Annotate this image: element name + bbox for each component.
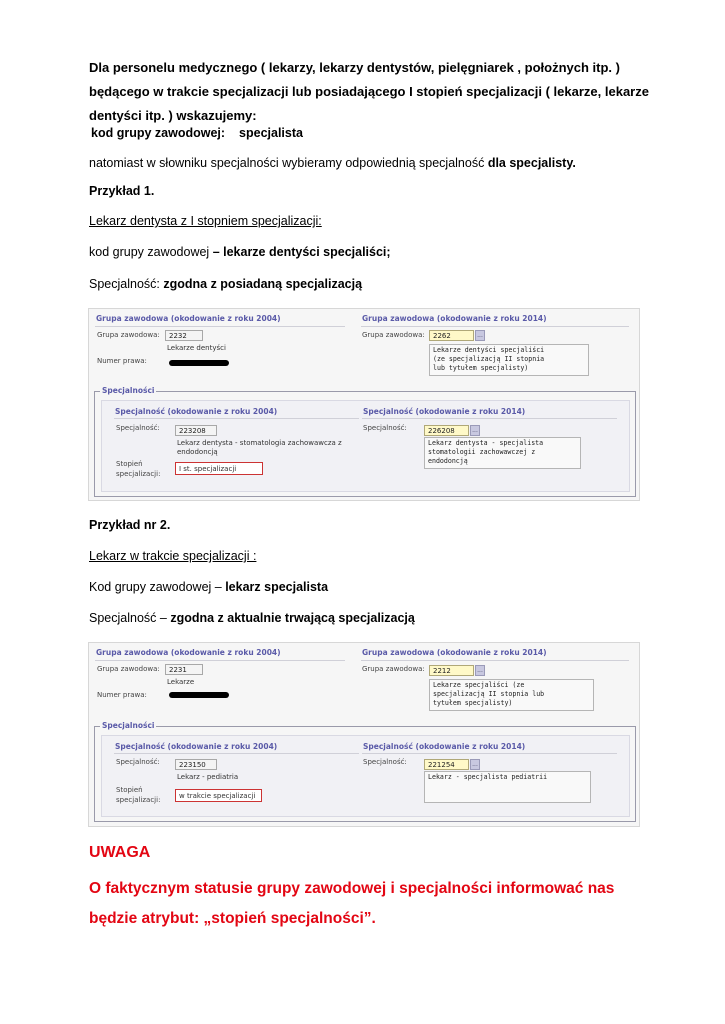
degree-label-2: specjalizacji: [116,796,161,804]
spec-old-name: Lekarz dentysta - stomatologia zachowawcza z endodoncją [177,439,342,456]
dictionary-line [89,157,576,170]
group-new-description[interactable]: Lekarze specjaliści (ze specjalizacją II stopnia lub tytułem specjalisty) [429,679,594,711]
spec-old-title: Specjalność (okodowanie z roku 2004) [115,742,278,751]
example-2-code-bold: lekarz specjalista [225,580,329,594]
example-1-code-line [89,246,391,259]
license-label: Numer prawa: [97,691,147,699]
specialties-legend: Specjalności [102,386,155,395]
group-old-code-field[interactable]: 2231 [165,664,203,675]
code-value: specjalista [239,126,303,140]
dictionary-bold: dla specjalisty. [487,156,576,170]
spec-old-name: Lekarz - pediatria [177,773,239,781]
example-2-subtitle: Lekarz w trakcie specjalizacji : [89,549,257,563]
group-old-title: Grupa zawodowa (okodowanie z roku 2004) [96,314,281,323]
spec-new-lookup-button[interactable]: ... [470,425,480,436]
spec-new-title: Specjalność (okodowanie z roku 2014) [363,742,526,751]
spec-new-label: Specjalność: [363,424,407,432]
spec-label: Specjalność: [116,424,160,432]
warning-line-2: będzie atrybut: „stopień specjalności”. [89,910,376,927]
spec-new-description[interactable]: Lekarz - specjalista pediatrii [424,771,591,803]
group-old-title: Grupa zawodowa (okodowanie z roku 2004) [96,648,281,657]
example-2-screenshot [88,642,640,827]
example-1-heading: Przykład 1. [89,184,155,198]
example-2-spec-bold: zgodna z aktualnie trwającą specjalizacją [170,611,415,625]
group-new-description[interactable]: Lekarze dentyści specjaliści (ze specjalizacją II stopnia lub tytułem specjalisty) [429,344,589,376]
group-label: Grupa zawodowa: [97,331,160,339]
spec-new-code-field[interactable]: 221254 [424,759,469,770]
spec-new-title: Specjalność (okodowanie z roku 2014) [363,407,526,416]
example-2-heading: Przykład nr 2. [89,518,171,532]
group-new-title: Grupa zawodowa (okodowanie z roku 2014) [362,648,547,657]
code-label: kod grupy zawodowej: [91,126,226,140]
spec-new-label: Specjalność: [363,758,407,766]
group-new-label: Grupa zawodowa: [362,331,425,339]
spec-label: Specjalność: [116,758,160,766]
degree-label-1: Stopień [116,786,143,794]
degree-label-2: specjalizacji: [116,470,161,478]
group-old-name: Lekarze [167,678,195,686]
group-old-code-field[interactable]: 2232 [165,330,203,341]
license-label: Numer prawa: [97,357,147,365]
example-1-screenshot [88,308,640,501]
example-1-spec-bold: zgodna z posiadaną specjalizacją [163,277,363,291]
example-2-code-line [89,581,328,594]
group-label: Grupa zawodowa: [97,665,160,673]
example-1-code-bold: – lekarze dentyści specjaliści; [212,245,391,259]
intro-paragraph: Dla personelu medycznego ( lekarzy, lekarzy dentystów, pielęgniarek , położnych itp. ) będącego w trakcie specjalizacji lub posiadającego I stopień specjalizacji ( lekarze, lekarze dentyści itp. ) wskazujemy: [89,60,649,123]
warning-line-1: O faktycznym statusie grupy zawodowej i specjalności informować nas [89,880,615,897]
degree-field[interactable]: w trakcie specjalizacji [175,789,262,802]
group-new-lookup-button[interactable]: ... [475,330,485,341]
example-1-spec-text: Specjalność: [89,277,164,291]
group-new-lookup-button[interactable]: ... [475,665,485,676]
redacted-license [169,360,229,366]
example-2-spec-line [89,612,415,625]
spec-new-code-field[interactable]: 226208 [424,425,469,436]
example-1-subtitle: Lekarz dentysta z I stopniem specjalizacji: [89,214,322,228]
group-new-label: Grupa zawodowa: [362,665,425,673]
spec-new-lookup-button[interactable]: ... [470,759,480,770]
example-2-code-text: Kod grupy zawodowej – [89,580,226,594]
spec-old-code-field[interactable]: 223208 [175,425,217,436]
degree-label-1: Stopień [116,460,143,468]
dictionary-text: natomiast w słowniku specjalności wybieramy odpowiednią specjalność [89,156,488,170]
group-new-code-field[interactable]: 2212 [429,665,474,676]
example-2-spec-text: Specjalność – [89,611,171,625]
spec-old-code-field[interactable]: 223150 [175,759,217,770]
group-new-code-field[interactable]: 2262 [429,330,474,341]
group-old-name: Lekarze dentyści [167,344,226,352]
group-new-title: Grupa zawodowa (okodowanie z roku 2014) [362,314,547,323]
spec-old-title: Specjalność (okodowanie z roku 2004) [115,407,278,416]
specialties-legend: Specjalności [102,721,155,730]
example-1-spec-line [89,278,362,291]
redacted-license [169,692,229,698]
warning-title: UWAGA [89,844,151,861]
degree-field[interactable]: I st. specjalizacji [175,462,263,475]
example-1-code-text: kod grupy zawodowej [89,245,213,259]
spec-new-description[interactable]: Lekarz dentysta - specjalista stomatologii zachowawczej z endodoncją [424,437,581,469]
code-line [91,127,303,140]
